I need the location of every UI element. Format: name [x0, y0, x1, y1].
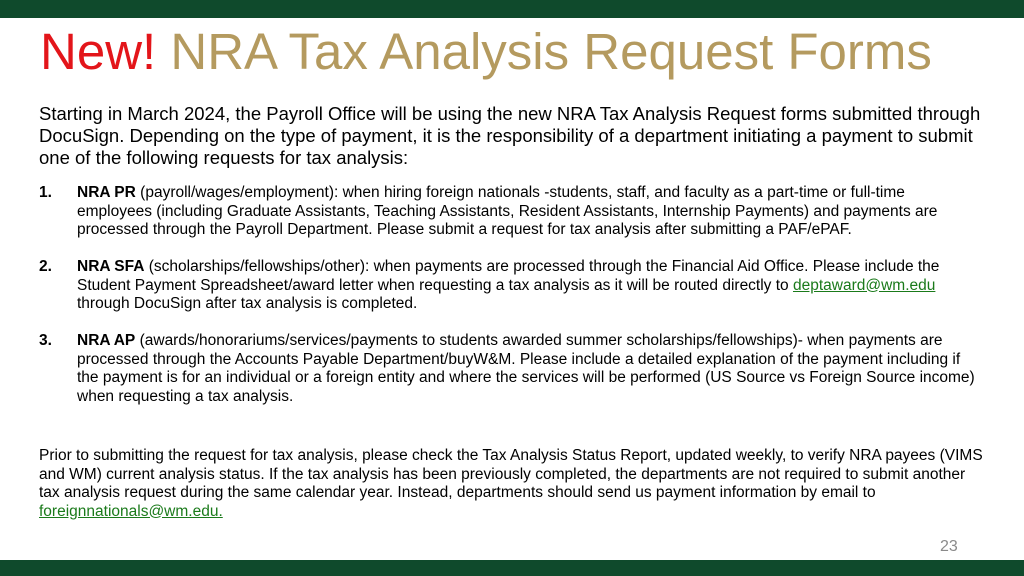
list-item-number: 3.: [39, 332, 52, 349]
slide-title: [40, 22, 1010, 82]
list-item-term: NRA SFA: [77, 258, 145, 275]
list-item-text: (awards/honorariums/services/payments to students awarded summer scholarships/fellowships)- when payments are processed through the Accounts Payable Department/buyW&M. Please include a detailed explanation of the payment including if the payment is for an individual or a foreign entity and where the services will be performed (US Source vs Foreign Source income) when requesting a tax analysis.: [77, 332, 975, 405]
list-item-text-after: through DocuSign after tax analysis is completed.: [77, 295, 418, 312]
list-item-number: 1.: [39, 184, 52, 201]
list-item-term: NRA PR: [77, 184, 136, 201]
list-item: [39, 184, 979, 240]
deptaward-email-link[interactable]: deptaward@wm.edu: [792, 276, 936, 294]
list-item-text: (scholarships/fellowships/other): when payments are processed through the Financial Aid Office. Please include the Student Payment Spreadsheet/award letter when requesting a tax analysis as it will be routed directly to: [77, 258, 940, 294]
list-item: [39, 332, 979, 406]
top-bar: [0, 0, 1024, 18]
closing-paragraph: [39, 447, 989, 521]
list-item-term: NRA AP: [77, 332, 136, 349]
list-item-number: 2.: [39, 258, 52, 275]
request-type-list: [39, 184, 979, 406]
list-item-text: (payroll/wages/employment): when hiring foreign nationals -students, staff, and faculty as a part-time or full-time employees (including Graduate Assistants, Teaching Assistants, Resident Assistants, Internship Payments) and payments are processed through the Payroll Department. Please submit a request for tax analysis after submitting a PAF/ePAF.: [77, 184, 938, 238]
foreignnationals-email-link[interactable]: foreignnationals@wm.edu.: [39, 502, 223, 520]
intro-paragraph: Starting in March 2024, the Payroll Office will be using the new NRA Tax Analysis Request forms submitted through DocuSign. Depending on the type of payment, it is the responsibility of a department initiating a payment to submit one of the following requests for tax analysis:: [39, 103, 981, 168]
title-text: NRA Tax Analysis Request Forms: [156, 23, 932, 80]
closing-text: Prior to submitting the request for tax analysis, please check the Tax Analysis Status Report, updated weekly, to verify NRA payees (VIMS and WM) current analysis status. If the tax analysis has been previously completed, the departments are not required to submit another tax analysis request during the same calendar year. Instead, departments should send us payment information by email to: [39, 447, 983, 501]
title-new-label: New!: [40, 23, 157, 80]
page-number: 23: [940, 538, 958, 555]
bottom-bar: [0, 560, 1024, 576]
list-item: [39, 258, 979, 314]
